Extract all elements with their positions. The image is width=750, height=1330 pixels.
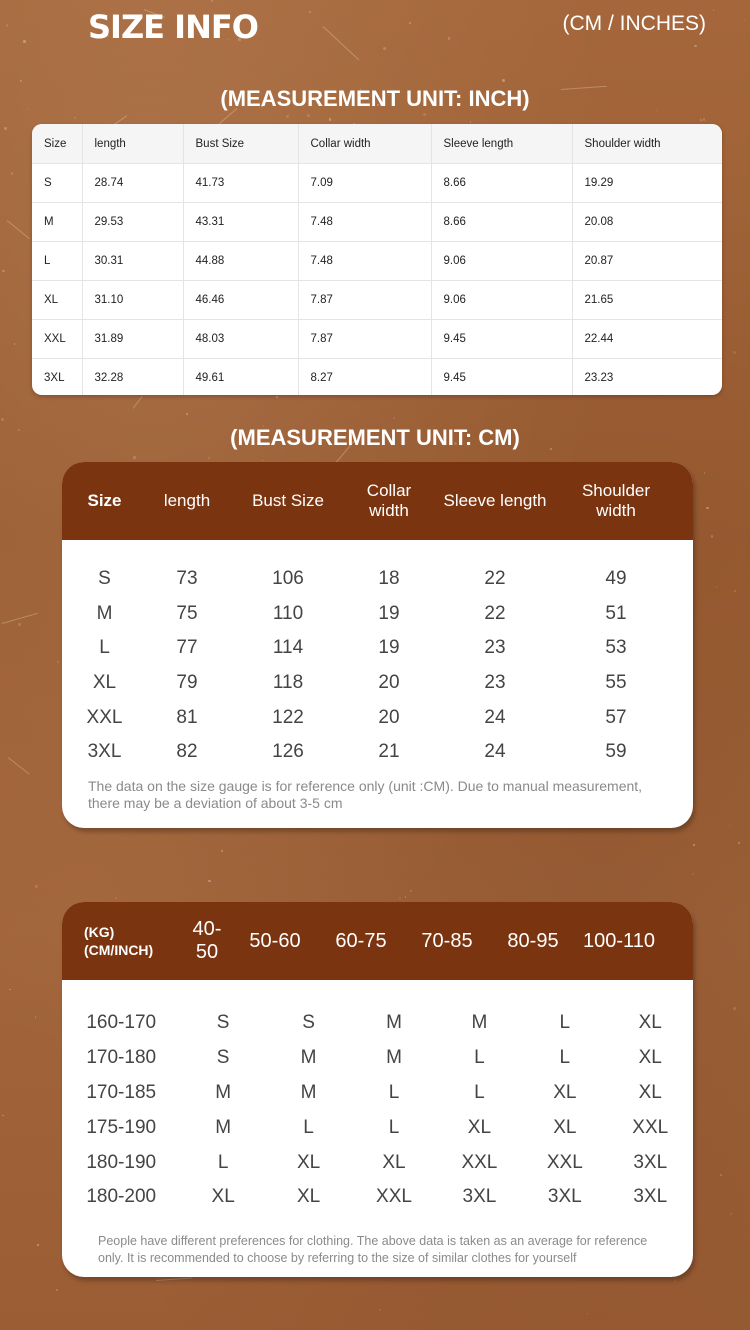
height-range-cell: 160-170 [86,1012,157,1034]
table-cell: 18 [378,568,400,590]
table-cell: 30.31 [82,242,183,281]
cm-column-header: Size [87,491,122,510]
size-cell: M [471,1012,488,1034]
weight-height-chart-card [62,902,693,1277]
table-cell: 23 [484,637,506,659]
cm-column-header: length [163,491,211,510]
table-cell: 8.66 [431,203,572,242]
table-row [62,1145,693,1180]
table-cell: 7.09 [298,164,431,203]
size-cell: L [474,1047,485,1069]
table-row [62,1006,693,1041]
table-cell: 126 [272,741,304,763]
inch-size-table [32,124,722,395]
cm-section-heading: (MEASUREMENT UNIT: CM) [230,425,520,450]
table-cell: 55 [605,672,627,694]
size-cell: XXL [461,1151,498,1173]
size-cell: S [216,1047,230,1069]
table-cell: S [98,568,111,590]
page-title: SIZE INFO [88,8,258,46]
size-cell: S [302,1012,315,1034]
cm-disclaimer: The data on the size gauge is for reference only (unit :CM). Due to manual measurement, there may be a deviation of about 3-5 cm [88,777,643,811]
size-cell: M [300,1081,317,1103]
height-range-cell: 175-190 [86,1116,157,1138]
weight-range-header: 60-75 [335,929,387,952]
table-cell: 9.06 [431,281,572,320]
table-cell: 73 [176,568,198,590]
table-cell: 20 [378,706,400,728]
table-cell: 118 [272,672,304,694]
table-row [32,281,722,320]
size-cell: L [474,1081,485,1103]
cm-table-header [62,462,693,540]
height-range-cell: 170-180 [86,1047,157,1069]
table-cell: 8.27 [298,359,431,396]
table-cell: S [32,164,82,203]
table-cell: 79 [176,672,198,694]
weight-chart-disclaimer: People have different preferences for clothing. The above data is taken as an average for reference only. It is recommended to choose by referring to the size of similar clothes for yourself [98,1233,648,1265]
table-cell: 29.53 [82,203,183,242]
table-cell: 19 [378,602,400,624]
table-cell: 3XL [87,741,122,763]
table-row [62,562,693,597]
size-cell: M [300,1047,317,1069]
size-cell: M [386,1012,402,1034]
table-cell: XL [32,281,82,320]
size-cell: XL [638,1081,662,1103]
cm-column-header: Sleeve length [443,491,547,510]
table-row [32,203,722,242]
weight-chart-body [62,980,693,1215]
inch-column-header: Sleeve length [431,124,572,164]
size-cell: L [559,1047,571,1069]
inch-table-body [32,164,722,396]
table-cell: XL [92,672,117,694]
table-row [62,1041,693,1076]
table-cell: 110 [272,602,304,624]
table-cell: M [96,602,113,624]
table-cell: 32.28 [82,359,183,396]
cm-inch-label: (CM/INCH) [84,942,154,958]
table-cell: 28.74 [82,164,183,203]
table-cell: L [99,637,110,659]
height-range-cell: 180-200 [86,1186,157,1208]
inch-size-table-card [32,124,722,395]
table-cell: 106 [272,568,304,590]
table-cell: 19.29 [572,164,722,203]
table-cell: 20.87 [572,242,722,281]
weight-range-header: 80-95 [507,929,559,952]
table-cell: 7.87 [298,320,431,359]
table-cell: 21 [378,741,400,763]
table-cell: 41.73 [183,164,298,203]
size-cell: M [386,1047,402,1069]
inch-column-header: Collar width [298,124,431,164]
size-cell: L [388,1081,400,1103]
size-cell: XL [211,1186,235,1208]
table-cell: 46.46 [183,281,298,320]
table-cell: 77 [176,637,198,659]
table-cell: 75 [176,602,198,624]
size-cell: 3XL [462,1186,497,1208]
table-cell: 9.06 [431,242,572,281]
table-row [32,320,722,359]
table-cell: 9.45 [431,359,572,396]
size-cell: S [216,1012,230,1034]
size-cell: L [217,1151,229,1173]
weight-range-header: 70-85 [421,929,473,952]
table-row [62,735,693,770]
table-cell: 43.31 [183,203,298,242]
table-cell: 44.88 [183,242,298,281]
size-cell: XXL [546,1151,583,1173]
cm-table-body [62,540,693,770]
table-cell: 23 [484,672,506,694]
cm-column-header: Bust Size [252,491,324,510]
weight-height-units-label [62,923,184,959]
size-cell: XL [553,1081,577,1103]
size-cell: XL [382,1151,406,1173]
table-row [62,1076,693,1111]
table-cell: 82 [176,741,198,763]
table-cell: 20 [378,672,400,694]
table-cell: 9.45 [431,320,572,359]
units-label: (CM / INCHES) [562,12,706,35]
table-cell: 57 [605,706,627,728]
inch-column-header: Size [32,124,82,164]
table-cell: 31.10 [82,281,183,320]
table-cell: 3XL [32,359,82,396]
table-cell: 23.23 [584,372,614,384]
weight-range-header: 40-50 [192,918,222,963]
table-row [62,700,693,735]
size-cell: XL [467,1116,492,1138]
size-cell: XL [638,1047,662,1069]
inch-section-heading: (MEASUREMENT UNIT: INCH) [220,86,530,111]
inch-table-header [32,124,722,164]
table-cell: 81 [176,706,198,728]
table-cell: 8.66 [431,164,572,203]
weight-chart-header [62,902,693,980]
table-cell: 53 [605,637,627,659]
size-cell: 3XL [633,1151,668,1173]
size-cell: L [559,1012,571,1034]
table-cell: 114 [272,637,304,659]
table-row [32,359,722,396]
cm-column-header: Collar width [366,481,412,520]
size-cell: XL [296,1151,321,1173]
size-cell: L [303,1116,314,1138]
height-range-cell: 180-190 [86,1151,157,1173]
weight-range-header: 100-110 [583,929,655,952]
table-cell: 19 [378,637,400,659]
inch-column-header: Shoulder width [572,124,722,164]
table-cell: 22.44 [572,320,722,359]
size-cell: 3XL [547,1186,582,1208]
table-row [32,164,722,203]
weight-range-header: 50-60 [249,929,301,952]
height-range-cell: 170-185 [86,1081,157,1103]
table-cell: 22 [484,568,506,590]
size-cell: XXL [632,1116,669,1138]
table-cell: 7.87 [298,281,431,320]
table-cell: XXL [86,706,123,728]
size-cell: XL [638,1012,662,1034]
size-cell: 3XL [633,1186,668,1208]
table-cell: 48.03 [183,320,298,359]
table-row [62,1180,693,1215]
table-cell: 49.61 [183,359,298,396]
table-cell: 59 [605,741,627,763]
inch-column-header: length [82,124,183,164]
table-cell: XXL [32,320,82,359]
size-cell: XL [553,1116,577,1138]
table-row [62,1110,693,1145]
table-cell: 22 [484,602,506,624]
table-cell: 7.48 [298,203,431,242]
inch-column-header: Bust Size [183,124,298,164]
table-cell: 49 [605,568,627,590]
cm-column-header: Shoulder width [581,481,651,520]
size-cell: M [215,1116,232,1138]
size-cell: XXL [376,1186,412,1208]
table-cell: 21.65 [572,281,722,320]
table-cell: 24 [484,741,506,763]
table-row [62,666,693,701]
kg-label: (KG) [84,924,115,940]
size-cell: XL [296,1186,321,1208]
table-cell: M [32,203,82,242]
table-cell: 7.48 [298,242,431,281]
size-cell: L [388,1116,400,1138]
size-cell: M [215,1081,232,1103]
table-cell: 24 [484,706,506,728]
cm-size-table-card [62,462,693,828]
table-row [32,242,722,281]
table-row [62,597,693,632]
table-row [62,631,693,666]
table-cell: L [32,242,82,281]
table-cell: 51 [605,602,627,624]
table-cell: 122 [272,706,304,728]
table-cell: 20.08 [572,203,722,242]
table-cell: 31.89 [82,320,183,359]
